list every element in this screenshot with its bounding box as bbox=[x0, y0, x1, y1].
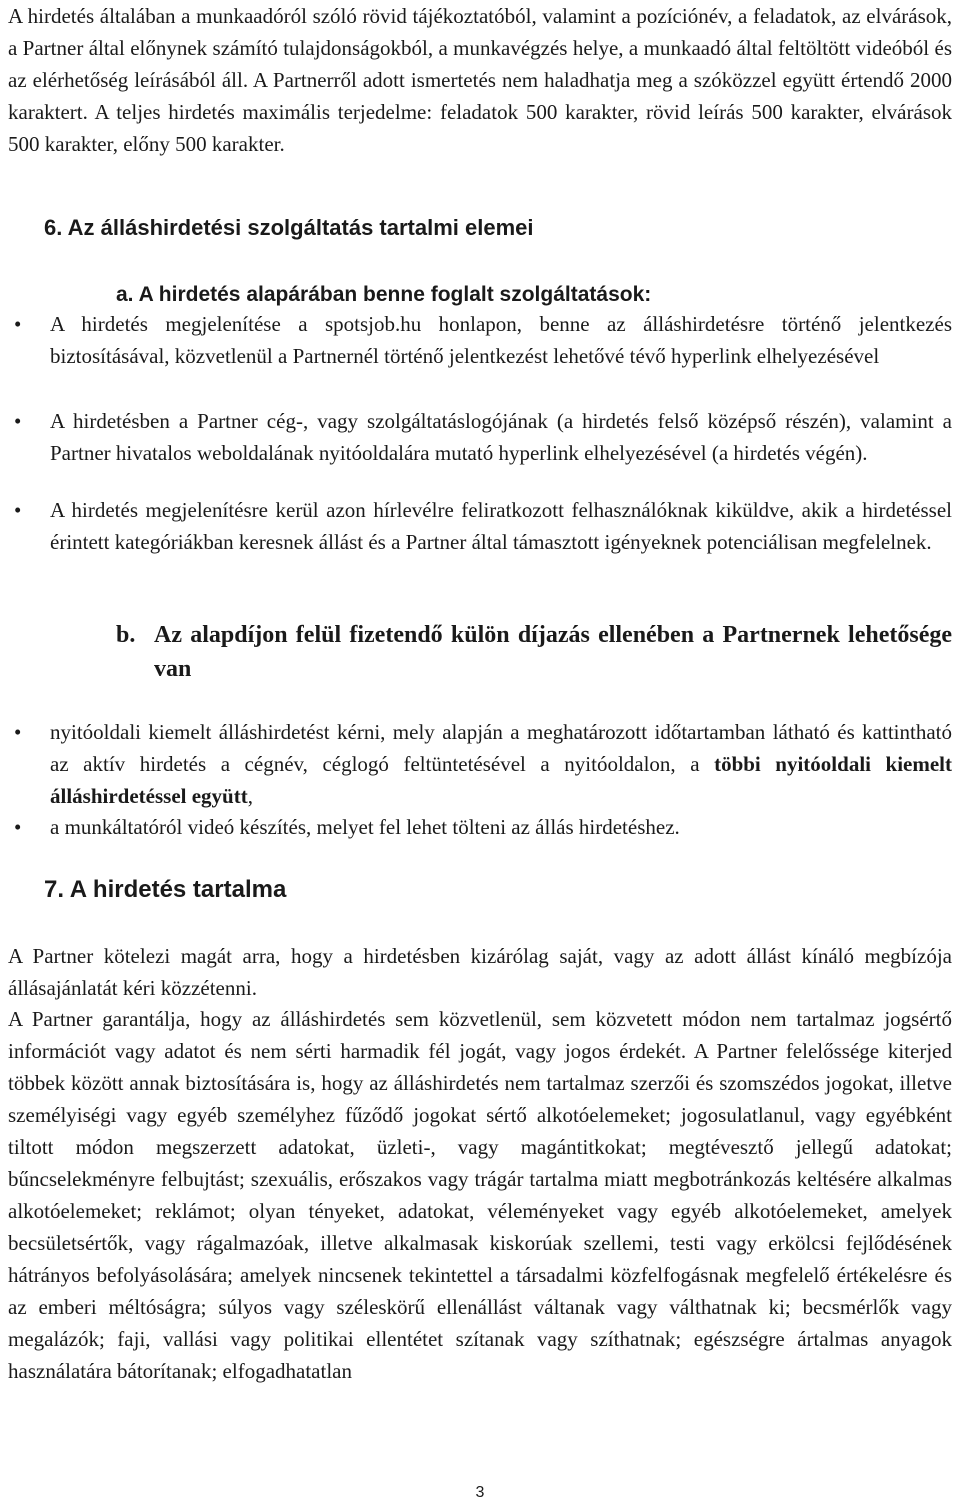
bullet-icon: • bbox=[14, 498, 22, 522]
list-item-text-bold: többi nyitóoldali kiemelt álláshirdetéssel együtt bbox=[50, 752, 952, 808]
bullet-icon: • bbox=[14, 312, 22, 336]
list-item-text-end: , bbox=[247, 784, 253, 808]
bullet-icon: • bbox=[14, 409, 22, 433]
section-6-heading: 6. Az álláshirdetési szolgáltatás tartalmi elemei bbox=[44, 215, 534, 240]
list-item-text: A hirdetés megjelenítése a spotsjob.hu honlapon, benne az álláshirdetésre történő jelentkezés biztosításával, közvetlenül a Partnernél történő jelentkezést lehetővé tévő hyperlink elhelyezésével bbox=[50, 312, 952, 368]
list-item-text-start: nyitóoldali kiemelt álláshirdetést kérni, mely alapján a meghatározott időtartamban látható és kattintható az aktív hirdetés a cégnév, céglogó feltüntetésével a nyitóoldalon, a bbox=[50, 720, 952, 776]
section-7-paragraph-2: A Partner garantálja, hogy az álláshirdetés sem közvetlenül, sem közvetett módon nem tartalmaz jogsértő információt vagy adatot és nem sérti harmadik fél jogát, vagy jogos érdekét. A Partner felelőssége kiterjed többek között annak biztosítására is, hogy az álláshirdetés nem tartalmaz szerzői és szomszédos jogokat, illetve személyiségi vagy egyéb személyhez fűződő jogokat sértő alkotóelemeket; jogosulatlanul, vagy egyébként tiltott módon megszerzett adatokat, üzleti-, vagy magántitkokat; megtévesztő jellegű adatokat; bűncselekményre felbujtást; szexuális, erőszakos vagy trágár tartalma miatt megbotránkozás keltésére alkalmas alkotóelemeket; reklámot; olyan tényeket, adatokat, véleményeket vagy egyéb alkotóelemeket, amelyek becsületsértők, vagy rágalmazóak, illetve alkalmasak kiskorúak szellemi, testi vagy erkölcsi fejlődésének hátrányos befolyásolására; amelyek nincsenek tekintettel a társadalmi közfelfogásnak megfelelő értékelésre és az emberi méltóságra; súlyos vagy széleskörű ellenállást váltanak vagy válthatnak ki; becsmérlők vagy megalázók; faji, vallási vagy politikai ellentétet szítanak vagy szíthatnak; egészségre ártalmas anyagok használatára bátorítanak; elfogadhatatlan bbox=[8, 1007, 952, 1383]
page-number: 3 bbox=[475, 1484, 485, 1501]
list-item-text: A hirdetés megjelenítésre kerül azon hírlevélre feliratkozott felhasználóknak kiküldve, akik a hirdetéssel érintett kategóriákban keresnek állást és a Partner által támasztott igényeknek potenciálisan megfelelnek. bbox=[50, 498, 952, 554]
section-7-paragraph-1: A Partner kötelezi magát arra, hogy a hirdetésben kizárólag saját, vagy az adott állást kínáló megbízója állásajánlatát kéri közzétenni. bbox=[8, 944, 952, 1000]
list-item-text: A hirdetésben a Partner cég-, vagy szolgáltatáslogójának (a hirdetés felső középső részén), valamint a Partner hivatalos weboldalának nyitóoldalára mutató hyperlink elhelyezésével (a hirdetés végén). bbox=[50, 409, 952, 465]
bullet-icon: • bbox=[14, 815, 22, 839]
bullet-icon: • bbox=[14, 720, 22, 744]
subsection-b-prefix: b. bbox=[116, 622, 136, 648]
intro-paragraph: A hirdetés általában a munkaadóról szóló rövid tájékoztatóból, valamint a pozíciónév, a feladatok, az elvárások, a Partner által előnynek számító tulajdonságokból, a munkavégzés helye, a munkaadó által feltöltött videóból és az elérhetőség leírásából áll. A Partnerről adott ismertetés nem haladhatja meg a szóközzel együtt értendő 2000 karaktert. A teljes hirdetés maximális terjedelme: feladatok 500 karakter, rövid leírás 500 karakter, elvárások 500 karakter, előny 500 karakter. bbox=[8, 4, 952, 156]
subsection-a-heading: a. A hirdetés alapárában benne foglalt szolgáltatások: bbox=[116, 283, 652, 306]
subsection-b-title: Az alapdíjon felül fizetendő külön díjazás ellenében a Partnernek lehetősége van bbox=[154, 622, 952, 682]
list-item-text: a munkáltatóról videó készítés, melyet fel lehet tölteni az állás hirdetéshez. bbox=[50, 815, 680, 839]
section-7-heading: 7. A hirdetés tartalma bbox=[44, 876, 287, 903]
list-item-text bbox=[50, 716, 952, 812]
